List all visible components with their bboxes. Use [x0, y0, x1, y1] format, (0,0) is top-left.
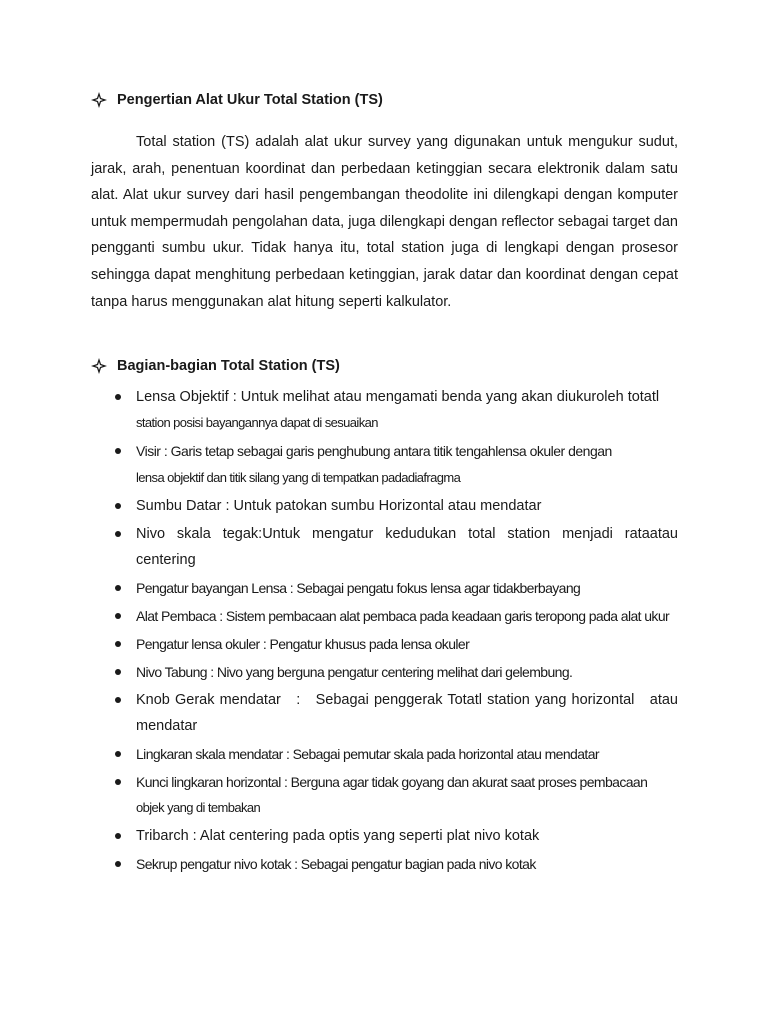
list-item — [91, 851, 678, 877]
list-item-text: Kunci lingkaran horizontal : Berguna agar tidak goyang dan akurat saat proses pembacaan — [136, 774, 648, 790]
bullet-dot-icon — [115, 861, 121, 867]
list-item — [91, 823, 678, 849]
definition-paragraph: Total station (TS) adalah alat ukur survey yang digunakan untuk mengukur sudut, jarak, arah, penentuan koordinat dan perbedaan ketinggian secara elektronik dalam satu alat. Alat ukur survey dari hasil pengembangan theodolite ini dilengkapi dengan komputer untuk mempermudah pengolahan data, juga dilengkapi dengan reflector sebagai target dan pengganti sumbu ukur. Tidak hanya itu, total station juga di lengkapi dengan prosesor sehingga dapat menghitung perbedaan ketinggian, jarak datar dan koordinat dengan cepat tanpa harus menggunakan alat hitung seperti kalkulator. — [91, 134, 678, 310]
list-item-text: Lensa Objektif : Untuk melihat atau mengamati benda yang akan diukuroleh totatl — [136, 389, 660, 405]
list-item — [91, 687, 683, 739]
list-item — [91, 493, 678, 519]
list-item-text: Nivo Tabung : Nivo yang berguna pengatur centering melihat dari gelembung. — [136, 664, 573, 680]
section-title: Bagian-bagian Total Station (TS) — [117, 358, 340, 374]
section-title: Pengertian Alat Ukur Total Station (TS) — [117, 92, 383, 108]
list-item — [91, 575, 678, 601]
diamond-bullet-icon — [91, 358, 107, 374]
bullet-dot-icon — [115, 585, 121, 591]
bullet-dot-icon — [115, 641, 121, 647]
list-item-text: Lingkaran skala mendatar : Sebagai pemutar skala pada horizontal atau mendatar — [136, 746, 599, 762]
bullet-dot-icon — [115, 394, 121, 400]
list-item-text: Knob Gerak mendatar : Sebagai penggerak Totatl station yang horizontal atau mendatar — [136, 692, 683, 734]
list-item — [91, 521, 678, 573]
bullet-dot-icon — [115, 669, 121, 675]
list-item-text: Sumbu Datar : Untuk patokan sumbu Horizontal atau mendatar — [136, 498, 542, 514]
list-item-text: Pengatur lensa okuler : Pengatur khusus pada lensa okuler — [136, 636, 470, 652]
diamond-bullet-icon — [91, 92, 107, 108]
list-item — [91, 769, 678, 821]
list-item-text: Visir : Garis tetap sebagai garis penghubung antara titik tengahlensa okuler dengan — [136, 443, 612, 459]
list-item-text: Nivo skala tegak:Untuk mengatur kedudukan total station menjadi rataatau centering — [136, 526, 678, 568]
list-item-continuation: station posisi bayangannya dapat di sesuaikan — [136, 415, 378, 430]
parts-list — [91, 384, 683, 879]
bullet-dot-icon — [115, 613, 121, 619]
section-heading-pengertian — [91, 92, 383, 108]
section-heading-bagian — [91, 358, 340, 374]
list-item — [91, 741, 678, 767]
list-item — [91, 438, 678, 491]
bullet-dot-icon — [115, 833, 121, 839]
list-item-continuation: lensa objektif dan titik silang yang di tempatkan padadiafragma — [136, 470, 461, 485]
list-item — [91, 603, 678, 629]
bullet-dot-icon — [115, 503, 121, 509]
list-item-continuation: objek yang di tembakan — [136, 800, 261, 815]
list-item — [91, 659, 678, 685]
bullet-dot-icon — [115, 448, 121, 454]
list-item-text: Pengatur bayangan Lensa : Sebagai pengatu fokus lensa agar tidakberbayang — [136, 580, 581, 596]
bullet-dot-icon — [115, 531, 121, 537]
bullet-dot-icon — [115, 779, 121, 785]
bullet-dot-icon — [115, 697, 121, 703]
list-item — [91, 631, 678, 657]
list-item-text: Alat Pembaca : Sistem pembacaan alat pembaca pada keadaan garis teropong pada alat ukur — [136, 608, 670, 624]
list-item-text: Tribarch : Alat centering pada optis yang seperti plat nivo kotak — [136, 828, 540, 844]
bullet-dot-icon — [115, 751, 121, 757]
list-item-text: Sekrup pengatur nivo kotak : Sebagai pengatur bagian pada nivo kotak — [136, 856, 536, 872]
list-item — [91, 384, 678, 436]
